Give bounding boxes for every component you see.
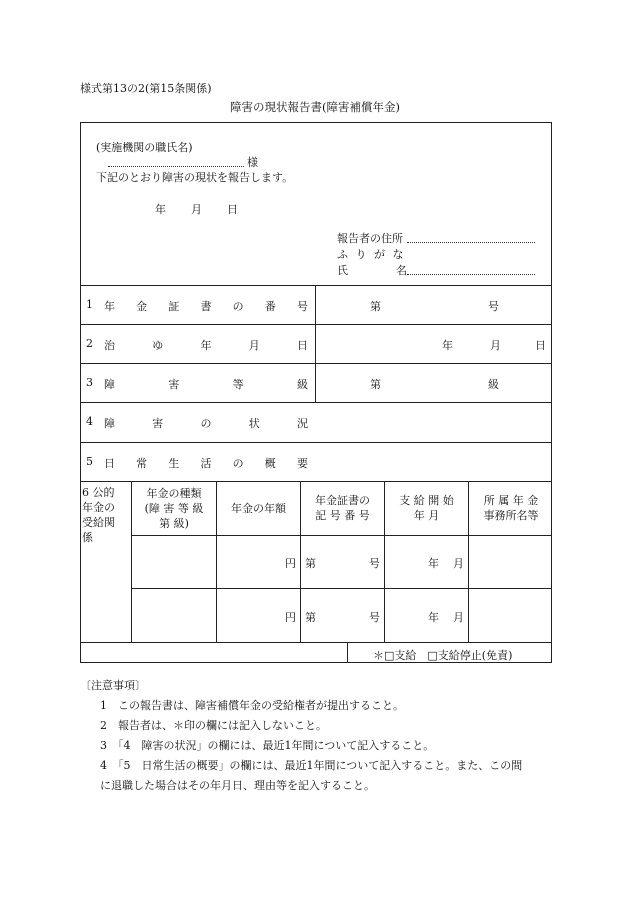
reporter-address-label: 報告者の住所	[337, 232, 403, 245]
notes-section	[80, 676, 560, 796]
row-divider	[80, 402, 552, 403]
note-item-continuation: に退職した場合はその年月日、理由等を記入すること。	[100, 779, 375, 792]
pension-row-yen: 円	[285, 611, 296, 624]
pension-row-no-suffix: 号	[369, 611, 380, 624]
form-frame	[80, 122, 552, 663]
pension-row-month: 月	[453, 557, 464, 570]
row-divider	[80, 285, 552, 286]
reporter-name-label-2: 名	[396, 264, 407, 277]
column-divider	[315, 285, 316, 402]
pension-row-no-suffix: 号	[369, 557, 380, 570]
payment-status[interactable]: ＊□支給 □支給停止(免責)	[373, 649, 513, 662]
column-divider	[131, 481, 132, 642]
addressee-label: (実施機関の職氏名)	[96, 141, 193, 154]
row-1-value-prefix: 第	[370, 300, 381, 313]
notes-title: 〔注意事項〕	[80, 679, 146, 692]
row-4-label: 障 害 の 状 況	[104, 417, 308, 430]
pension-row-month: 月	[453, 611, 464, 624]
header-certificate-number: 年金証書の 記 号 番 号	[315, 494, 370, 522]
form-id: 様式第13の2(第15条関係)	[80, 82, 212, 95]
row-2-number: 2	[86, 337, 93, 350]
note-item: 2 報告者は、＊印の欄には記入しないこと。	[100, 719, 327, 732]
row-5-number: 5	[86, 455, 93, 468]
column-divider	[300, 481, 301, 642]
row-1-value-suffix: 号	[488, 300, 499, 313]
row-3-number: 3	[86, 376, 93, 389]
date-year: 年	[155, 203, 166, 216]
row-divider	[80, 324, 552, 325]
date-month: 月	[191, 203, 202, 216]
row-5-label: 日 常 生 活 の 概 要	[104, 457, 308, 470]
row-2-year: 年	[442, 339, 453, 352]
report-statement: 下記のとおり障害の現状を報告します。	[96, 171, 294, 184]
reporter-name-label-1: 氏	[337, 264, 348, 277]
row-1-label: 年 金 証 書 の 番 号	[104, 300, 308, 313]
note-item: 1 この報告書は、障害補償年金の受給権者が提出すること。	[100, 699, 404, 712]
pension-row-year: 年	[428, 557, 439, 570]
addressee-honorific: 様	[247, 156, 258, 169]
row-2-month: 月	[490, 339, 501, 352]
pension-row-no-prefix: 第	[305, 611, 316, 624]
pension-row-yen: 円	[285, 557, 296, 570]
header-payment-start: 支 給 開 始 年 月	[399, 494, 454, 522]
header-pension-type: 年金の種類 (障 害 等 級 第 級)	[144, 487, 204, 530]
note-item: 4 「5 日常生活の概要」の欄には、最近1年間について記入すること。また、この間	[100, 759, 523, 772]
pension-section-label: 6 公的 年金の 受給関 係	[82, 486, 115, 544]
row-divider	[80, 363, 552, 364]
pension-row-year: 年	[428, 611, 439, 624]
column-divider	[384, 481, 385, 642]
document-title: 障害の現状報告書(障害補償年金)	[230, 100, 400, 114]
reporter-address-field[interactable]	[407, 231, 535, 243]
row-3-value-prefix: 第	[370, 378, 381, 391]
row-divider	[131, 588, 552, 589]
date-day: 日	[227, 203, 238, 216]
pension-row-no-prefix: 第	[305, 557, 316, 570]
column-divider	[216, 481, 217, 642]
row-2-day: 日	[535, 339, 546, 352]
row-divider	[80, 442, 552, 443]
row-1-number: 1	[86, 298, 93, 311]
header-pension-office: 所 属 年 金 事務所名等	[483, 494, 539, 522]
row-4-number: 4	[86, 415, 93, 428]
row-divider	[131, 535, 552, 536]
row-divider	[80, 481, 552, 482]
header-pension-amount: 年金の年額	[231, 502, 286, 515]
column-divider	[347, 642, 348, 663]
row-3-value-suffix: 級	[488, 378, 499, 391]
reporter-name-field[interactable]	[407, 263, 535, 275]
reporter-furigana-label: ふ り が な	[337, 248, 406, 261]
row-3-label: 障 害 等 級	[104, 378, 308, 391]
row-2-label: 治 ゆ 年 月 日	[104, 339, 308, 352]
row-divider	[80, 642, 552, 643]
note-item: 3 「4 障害の状況」の欄には、最近1年間について記入すること。	[100, 739, 435, 752]
addressee-name-field[interactable]	[108, 155, 244, 167]
column-divider	[468, 481, 469, 642]
